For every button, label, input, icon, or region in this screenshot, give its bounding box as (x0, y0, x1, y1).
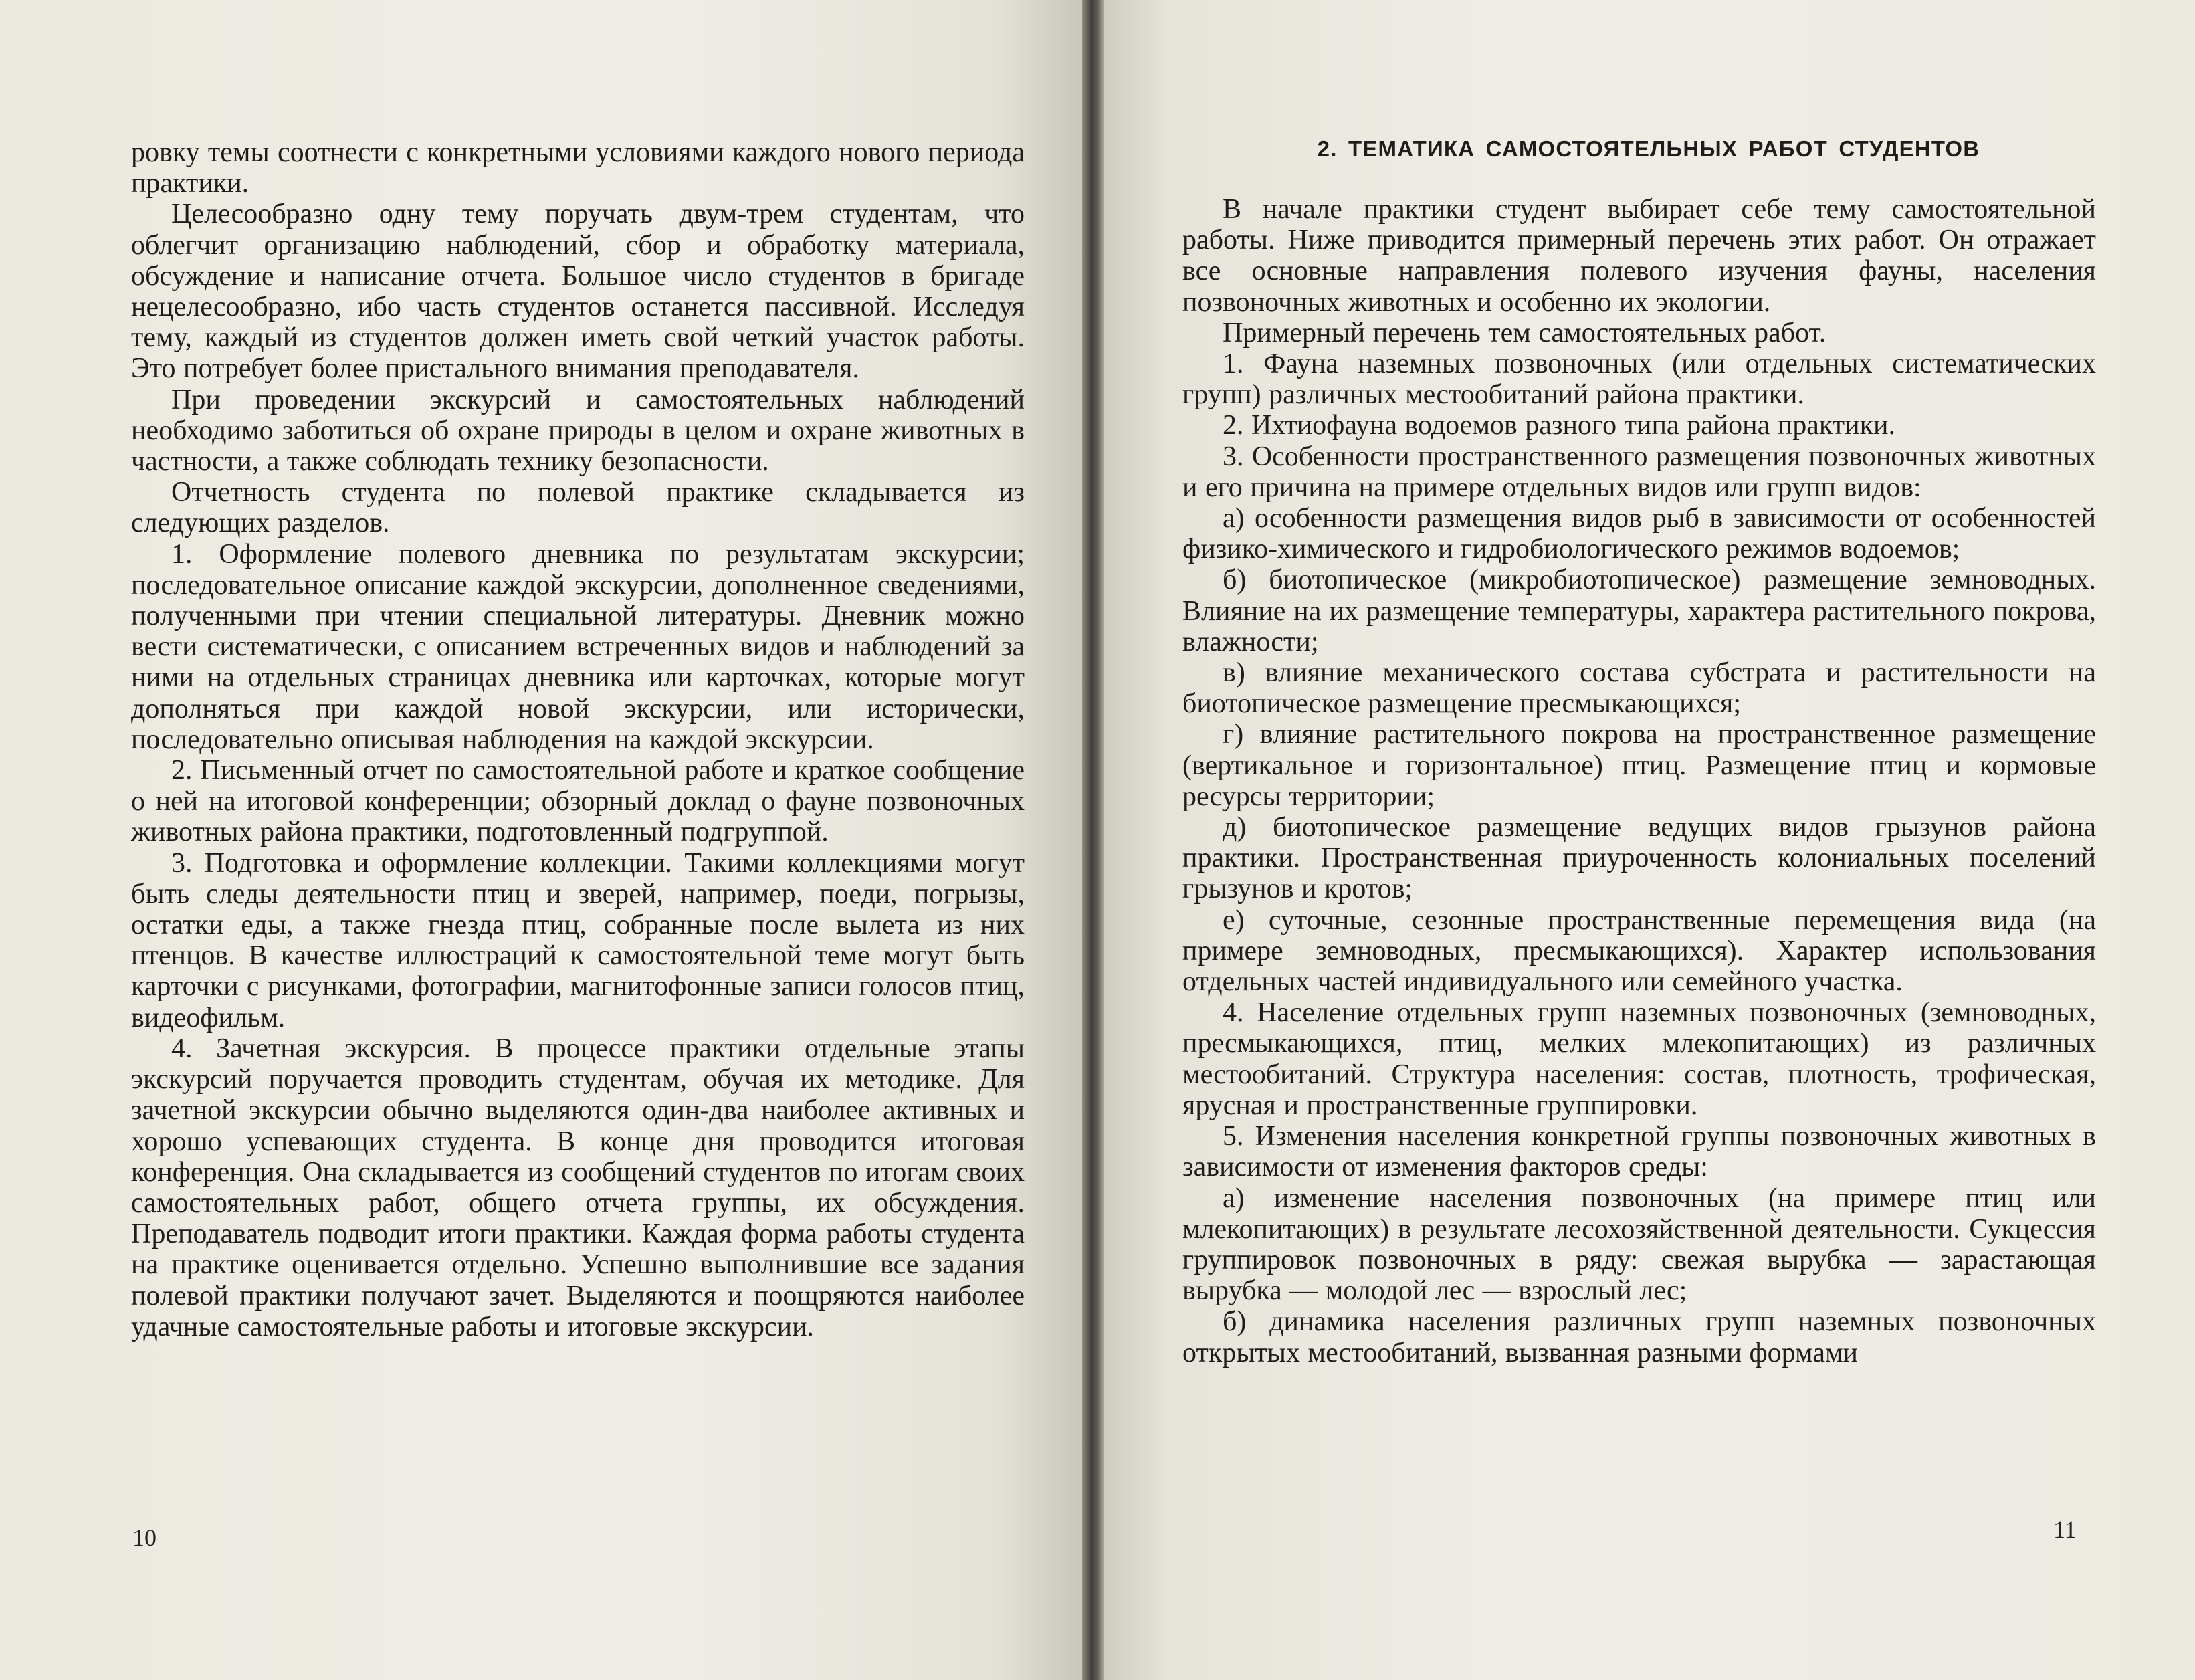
page-number-left: 10 (132, 1524, 156, 1551)
paragraph: В начале практики студент выбирает себе тему самостоятельной работы. Ниже приводится примерный перечень этих работ. Он отражает все основные направления полевого изучения фауны, населения позвоночных животных и особенно их экологии. (1182, 194, 2096, 318)
paragraph: При проведении экскурсий и самостоятельных наблюдений необходимо заботиться об охране природы в целом и охране животных в частности, а также соблюдать технику безопасности. (131, 384, 1025, 478)
paragraph: 1. Фауна наземных позвоночных (или отдельных систематических групп) различных местообитаний района практики. (1182, 348, 2096, 411)
right-page (1104, 0, 2195, 1680)
paragraph: е) суточные, сезонные пространственные перемещения вида (на примере земноводных, пресмыкающихся). Характер использования отдельных частей индивидуального или семейного участка. (1182, 904, 2096, 998)
right-page-text (1182, 194, 2096, 1368)
paragraph: 2. Ихтиофауна водоемов разного типа района практики. (1223, 410, 1895, 441)
paragraph: 2. Письменный отчет по самостоятельной работе и краткое сообщение о ней на итоговой конференции; обзорный доклад о фауне позвоночных животных района практики, подготовленный подгруппой. (131, 755, 1025, 848)
paragraph: Отчетность студента по полевой практике складывается из следующих разделов. (131, 477, 1025, 539)
paragraph: а) особенности размещения видов рыб в зависимости от особенностей физико-химического и гидробиологического режимов водоемов; (1182, 503, 2096, 565)
left-page-text (131, 137, 1025, 1342)
paragraph: ровку темы соотнести с конкретными условиями каждого нового периода практики. (131, 137, 1025, 199)
paragraph: 3. Подготовка и оформление коллекции. Такими коллекциями могут быть следы деятельности птиц и зверей, например, поеди, погрызы, остатки еды, а также гнезда птиц, собранные после вылета из них птенцов. В качестве иллюстраций к самостоятельной теме могут быть карточки с рисунками, фотографии, магнитофонные записи голосов птиц, видеофильм. (131, 847, 1025, 1033)
section-heading: 2. ТЕМАТИКА САМОСТОЯТЕЛЬНЫХ РАБОТ СТУДЕНТОВ (1317, 136, 1980, 161)
paragraph: Примерный перечень тем самостоятельных работ. (1223, 317, 1826, 348)
paragraph: 3. Особенности пространственного размещения позвоночных животных и его причина на примере отдельных видов или групп видов: (1182, 441, 2096, 503)
book-gutter (1082, 0, 1104, 1680)
paragraph: б) динамика населения различных групп наземных позвоночных открытых местообитаний, вызванная разными формами (1182, 1306, 2096, 1368)
paragraph: 4. Население отдельных групп наземных позвоночных (земноводных, пресмыкающихся, птиц, мелких млекопитающих) из различных местообитаний. Структура населения: состав, плотность, трофическая, ярусная и пространственные группировки. (1182, 997, 2096, 1121)
left-page (0, 0, 1082, 1680)
paragraph: а) изменение населения позвоночных (на примере птиц или млекопитающих) в результате лесохозяйственной деятельности. Сукцессия группировок позвоночных в ряду: свежая вырубка — зарастающая вырубка — молодой лес — взрослый лес; (1182, 1182, 2096, 1307)
paragraph: 4. Зачетная экскурсия. В процессе практики отдельные этапы экскурсий поручается проводить студентам, обучая их методике. Для зачетной экскурсии обычно выделяются один-два наиболее активных и хорошо успевающих студента. В конце дня проводится итоговая конференция. Она складывается из сообщений студентов по итогам своих самостоятельных работ, общего отчета группы, их обсуждения. Преподаватель подводит итоги практики. Каждая форма работы студента на практике оценивается отдельно. Успешно выполнившие все задания полевой практики получают зачет. Выделяются и поощряются наиболее удачные самостоятельные работы и итоговые экскурсии. (131, 1033, 1025, 1342)
paragraph: г) влияние растительного покрова на пространственное размещение (вертикальное и горизонтальное) птиц. Размещение птиц и кормовые ресурсы территории; (1182, 719, 2096, 812)
paragraph: Целесообразно одну тему поручать двум-трем студентам, что облегчит организацию наблюдений, сбор и обработку материала, обсуждение и написание отчета. Большое число студентов в бригаде нецелесообразно, ибо часть студентов останется пассивной. Исследуя тему, каждый из студентов должен иметь свой четкий участок работы. Это потребует более пристального внимания преподавателя. (131, 199, 1025, 385)
paragraph: в) влияние механического состава субстрата и растительности на биотопическое размещение пресмыкающихся; (1182, 657, 2096, 720)
paragraph: 5. Изменения населения конкретной группы позвоночных животных в зависимости от изменения факторов среды: (1182, 1121, 2096, 1183)
paragraph: д) биотопическое размещение ведущих видов грызунов района практики. Пространственная приуроченность колониальных поселений грызунов и кротов; (1182, 812, 2096, 905)
paragraph: 1. Оформление полевого дневника по результатам экскурсии; последовательное описание каждой экскурсии, дополненное сведениями, полученными при чтении специальной литературы. Дневник можно вести систематически, с описанием встреченных видов и наблюдений за ними на отдельных страницах дневника или карточках, которые могут дополняться при каждой новой экскурсии, или исторически, последовательно описывая наблюдения на каждой экскурсии. (131, 538, 1025, 755)
paragraph: б) биотопическое (микробиотопическое) размещение земноводных. Влияние на их размещение температуры, характера растительного покрова, влажности; (1182, 564, 2096, 657)
page-number-right: 11 (2053, 1516, 2077, 1543)
